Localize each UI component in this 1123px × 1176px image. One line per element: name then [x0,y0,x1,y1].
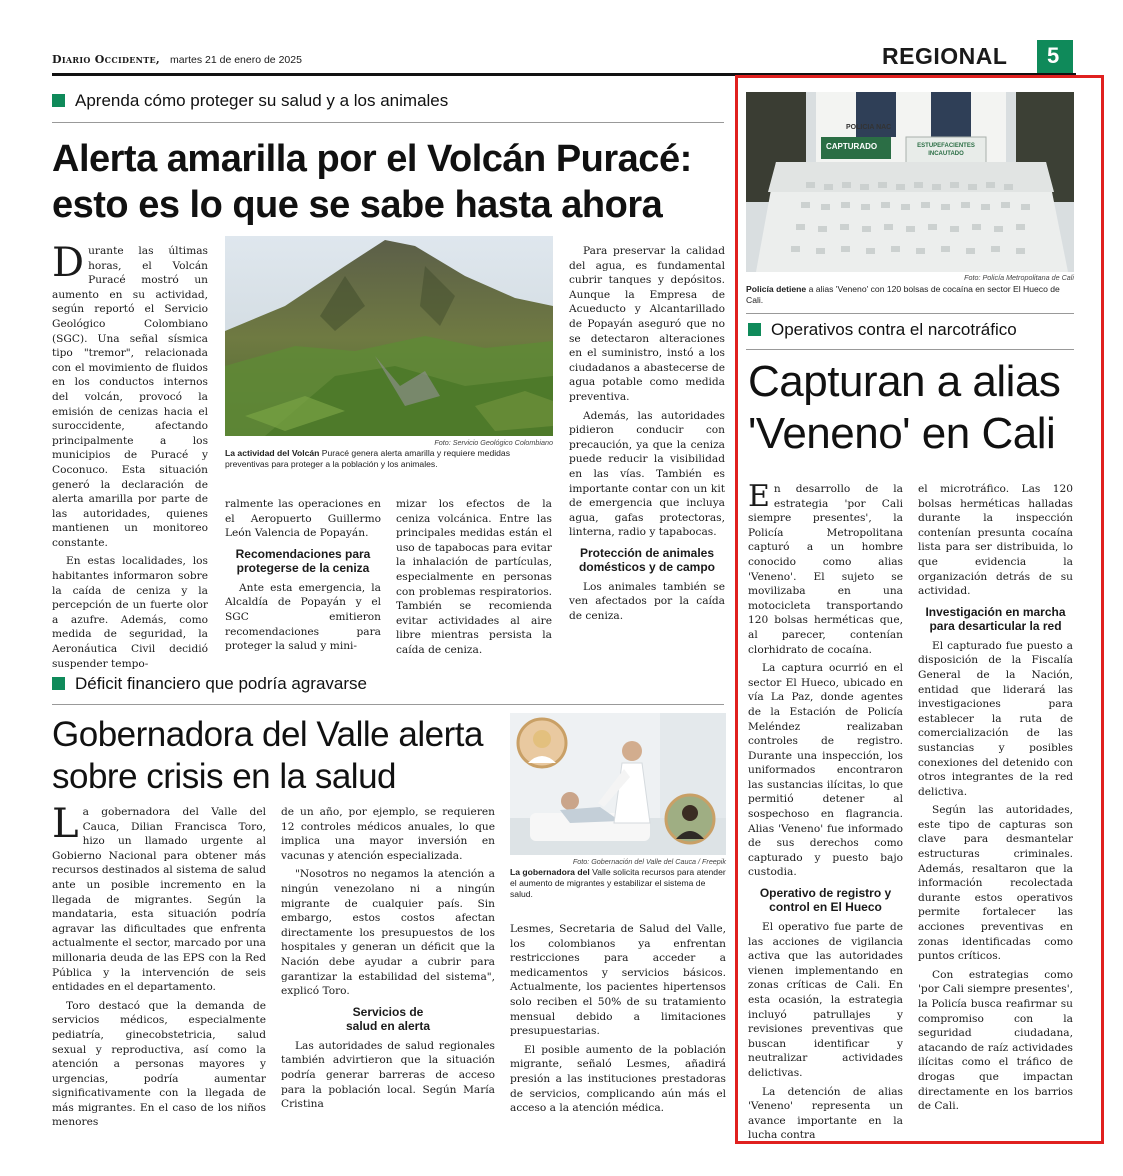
volcano-column-1: Durante las últimas horas, el Volcán Puracé mostró un aumento en su actividad, según reportó el Servicio Geológico Colombiano (SGC). Una señal sísmica tipo "tremor", relacionada con el movimiento de fluidos en los conductos internos del volcán, provocó la emisión de cenizas hacia el suroccidente, afectando principalmente a los municipios de Puracé y Coconuco. Esta situación generó la declaración de alerta amarilla por parte de las autoridades, quienes mantienen un monitoreo constante. En estas localidades, los habitantes informaron sobre la caída de ceniza y la percepción de un fuerte olor a azufre. Además, como medida de seguridad, la Aeronáutica Civil decidió suspender tempo- [52,240,208,670]
dropcap: L [52,801,79,847]
volcano-headline: Alerta amarilla por el Volcán Puracé: esto es lo que se sabe hasta ahora [52,138,692,226]
volcano-kicker: Aprenda cómo proteger su salud y a los animales [52,91,732,111]
dropcap: E [748,479,770,514]
health-photo [510,713,726,855]
hospital-scene-image [510,713,726,855]
dropcap: D [52,240,85,286]
health-photo-credit: Foto: Gobernación del Valle del Cauca / Freepik [572,857,726,866]
health-kicker-rule [52,704,724,705]
health-column-2: de un año, por ejemplo, se requieren 12 controles médicos anuales, lo que implica una mayor inversión en vacunas y atención especializada. "Nosotros no negamos la atención a ningún venezolano ni a ningún migrante de cualquier país. Sin embargo, estos costos afectan directamente los presupuestos de los hospitales y generan un déficit que la Nación debe ayudar a cubrir para garantizar la estabilidad del sistema", explicó Toro. Servicios de salud en alerta Las autoridades de salud regionales también advirtieron que la situación podría generar barreras de acceso para la población local. Según María Cristina [281,806,495,1111]
kicker-square-icon [748,323,761,336]
volcano-subhead-ash: Recomendaciones para protegerse de la ceniza [235,546,371,575]
volcano-kicker-rule [52,122,724,123]
veneno-headline: Capturan a alias 'Veneno' en Cali [748,357,1061,458]
photo-banner: POLICIA NAC [846,124,892,131]
seized-drugs-image [746,92,1074,272]
volcano-photo-caption: La actividad del Volcán Puracé genera alerta amarilla y requiere medidas preventivas para proteger a la población y los animales. [225,448,511,469]
health-column-1: La gobernadora del Valle del Cauca, Dilian Francisca Toro, hizo un llamado urgente al Gobierno Nacional para obtener más recursos destinados al sistema de salud ante un posible incremento en la llegada de migrantes. Según la mandataria, esta situación podría agravar las dificultades que enfrenta actualmente el sector, marcado por una millonaria deuda de las EPS con la Red Pública y la intervención de seis entidades en el departamento. Toro destacó que la demanda de servicios médicos, especialmente pediatría, ginecobstetricia, salud sexual y reproductiva, así como la atención a personas mayores y urgencias, podría aumentar significativamente con la llegada de más migrantes. En el caso de los niños menores [52,801,266,1129]
volcano-landscape-image [225,236,553,436]
veneno-subhead-investigation: Investigación en marcha para desarticular la red [925,604,1066,633]
police-caption-rule [746,313,1074,314]
health-subhead-services: Servicios de salud en alerta [345,1004,431,1033]
veneno-kicker-rule [746,349,1074,350]
paper-name: Diario Occidente, [52,53,161,66]
health-kicker: Déficit financiero que podría agravarse [52,674,732,694]
photo-sign-captured: CAPTURADO [826,142,878,151]
volcano-subhead-animals: Protección de animales domésticos y de campo [578,545,716,574]
issue-date: martes 21 de enero de 2025 [170,54,302,66]
veneno-column-2: el microtráfico. Las 120 bolsas herméticas halladas durante la inspección contenían presunta cocaína lista para ser distribuida, lo que evidencia la organización detrás de su actividad. Investigación en marcha para desarticular la red El capturado fue puesto a disposición de la Fiscalía General de la Nación, entidad que liderará las investigaciones para establecer la ruta de comercialización de las sustancias y posibles conexiones del detenido con otros integrantes de la red delictiva. Según las autoridades, este tipo de capturas son clave para desmantelar estructuras criminales. Además, resaltaron que la información recolectada durante estos operativos permite fortalecer las acciones preventivas en zonas identificadas como puntos críticos. Con estrategias como 'por Cali siempre presentes', la Policía busca reafirmar su compromiso con la seguridad ciudadana, atacando de raíz actividades ilícitas como el tráfico de drogas que impactan directamente en los barrios de Cali. [918,483,1073,1113]
volcano-photo-credit: Foto: Servicio Geológico Colombiano [434,438,553,447]
veneno-kicker: Operativos contra el narcotráfico [748,320,1078,340]
photo-sign-seized: ESTUPEFACIENTES INCAUTADO [917,143,975,157]
page-number-badge [1037,40,1073,74]
volcano-column-3: mizar los efectos de la ceniza volcánica. Entre las principales medidas están el uso de tapabocas para evitar la inhalación de partículas, especialmente en personas con problemas respiratorios. También se recomienda evitar actividades al aire libre mientras persista la caída de ceniza. [396,498,552,656]
veneno-column-1: En desarrollo de la estrategia 'por Cali siempre presentes', la Policía Metropolitana capturó a un hombre conocido como alias 'Veneno'. El sujeto se movilizaba en una motocicleta transportando 120 bolsas herméticas que, al parecer, contenían clorhidrato de cocaína. La captura ocurrió en el sector El Hueco, ubicado en vía La Paz, donde agentes de la Estación de Policía Meléndez realizaban controles de registro. Durante una inspección, los uniformados encontraron las sustancias ilícitas, lo que permitió detener al sospechoso en flagrancia. Alias 'Veneno' fue informado de sus derechos como capturado y puesto bajo custodia. Operativo de registro y control en El Hueco El operativo fue parte de las acciones de vigilancia activa que las autoridades vienen implementando en zonas críticas de Cali. En esta ocasión, la estrategia incluyó patrullajes y revisiones preventivas que buscan identificar y neutralizar actividades delictivas. La detención de alias 'Veneno' representa un avance importante en la lucha contra [748,479,903,1142]
health-headline: Gobernadora del Valle alerta sobre crisis en la salud [52,715,483,796]
health-column-3: Lesmes, Secretaria de Salud del Valle, los colombianos ya enfrentan restricciones para acceder a medicamentos y servicios básicos. Actualmente, los pacientes hipertensos solo reciben el 50% de su tratamiento mensual debido a limitaciones presupuestarias. El posible aumento de la población migrante, señaló Lesmes, añadirá presión a las instituciones prestadoras de servicios, complicando aún más el acceso a la atención médica. [510,923,726,1115]
health-photo-caption: La gobernadora del Valle solicita recursos para atender el aumento de migrantes y estabilizar el sistema de salud. [510,867,726,899]
page-number: 5 [1047,43,1060,68]
volcano-column-2: ralmente las operaciones en el Aeropuerto Guillermo León Valencia de Popayán. Recomendaciones para protegerse de la ceniza Ante esta emergencia, la Alcaldía de Popayán y el SGC emitieron recomendaciones para proteger la salud y mini- [225,498,381,653]
volcano-photo [225,236,553,436]
kicker-square-icon [52,94,65,107]
masthead [52,43,1076,76]
volcano-column-4: Para preservar la calidad del agua, es fundamental cubrir tanques y depósitos. Aunque la Empresa de Acueducto y Alcantarillado de Popayán aseguró que no se detectaron alteraciones en el suministro, instó a los ciudadanos a abastecerse de agua potable como medida preventiva. Además, las autoridades pidieron conducir con precaución, ya que la ceniza puede reducir la visibilidad en las vías. También es importante contar con un kit de emergencia que incluya agua, gafas protectoras, linterna, radio y tapabocas. Protección de animales domésticos y de campo Los animales también se ven afectados por la caída de ceniza. [569,245,725,623]
section-title: REGIONAL [882,43,1008,69]
kicker-square-icon [52,677,65,690]
veneno-subhead-operation: Operativo de registro y control en El Hueco [759,886,892,915]
police-photo-caption: Policía detiene a alias 'Veneno' con 120 bolsas de cocaína en sector El Hueco de Cali. [746,284,1060,305]
police-photo-credit: Foto: Policía Metropolitana de Cali [964,273,1074,282]
police-photo [746,92,1074,272]
